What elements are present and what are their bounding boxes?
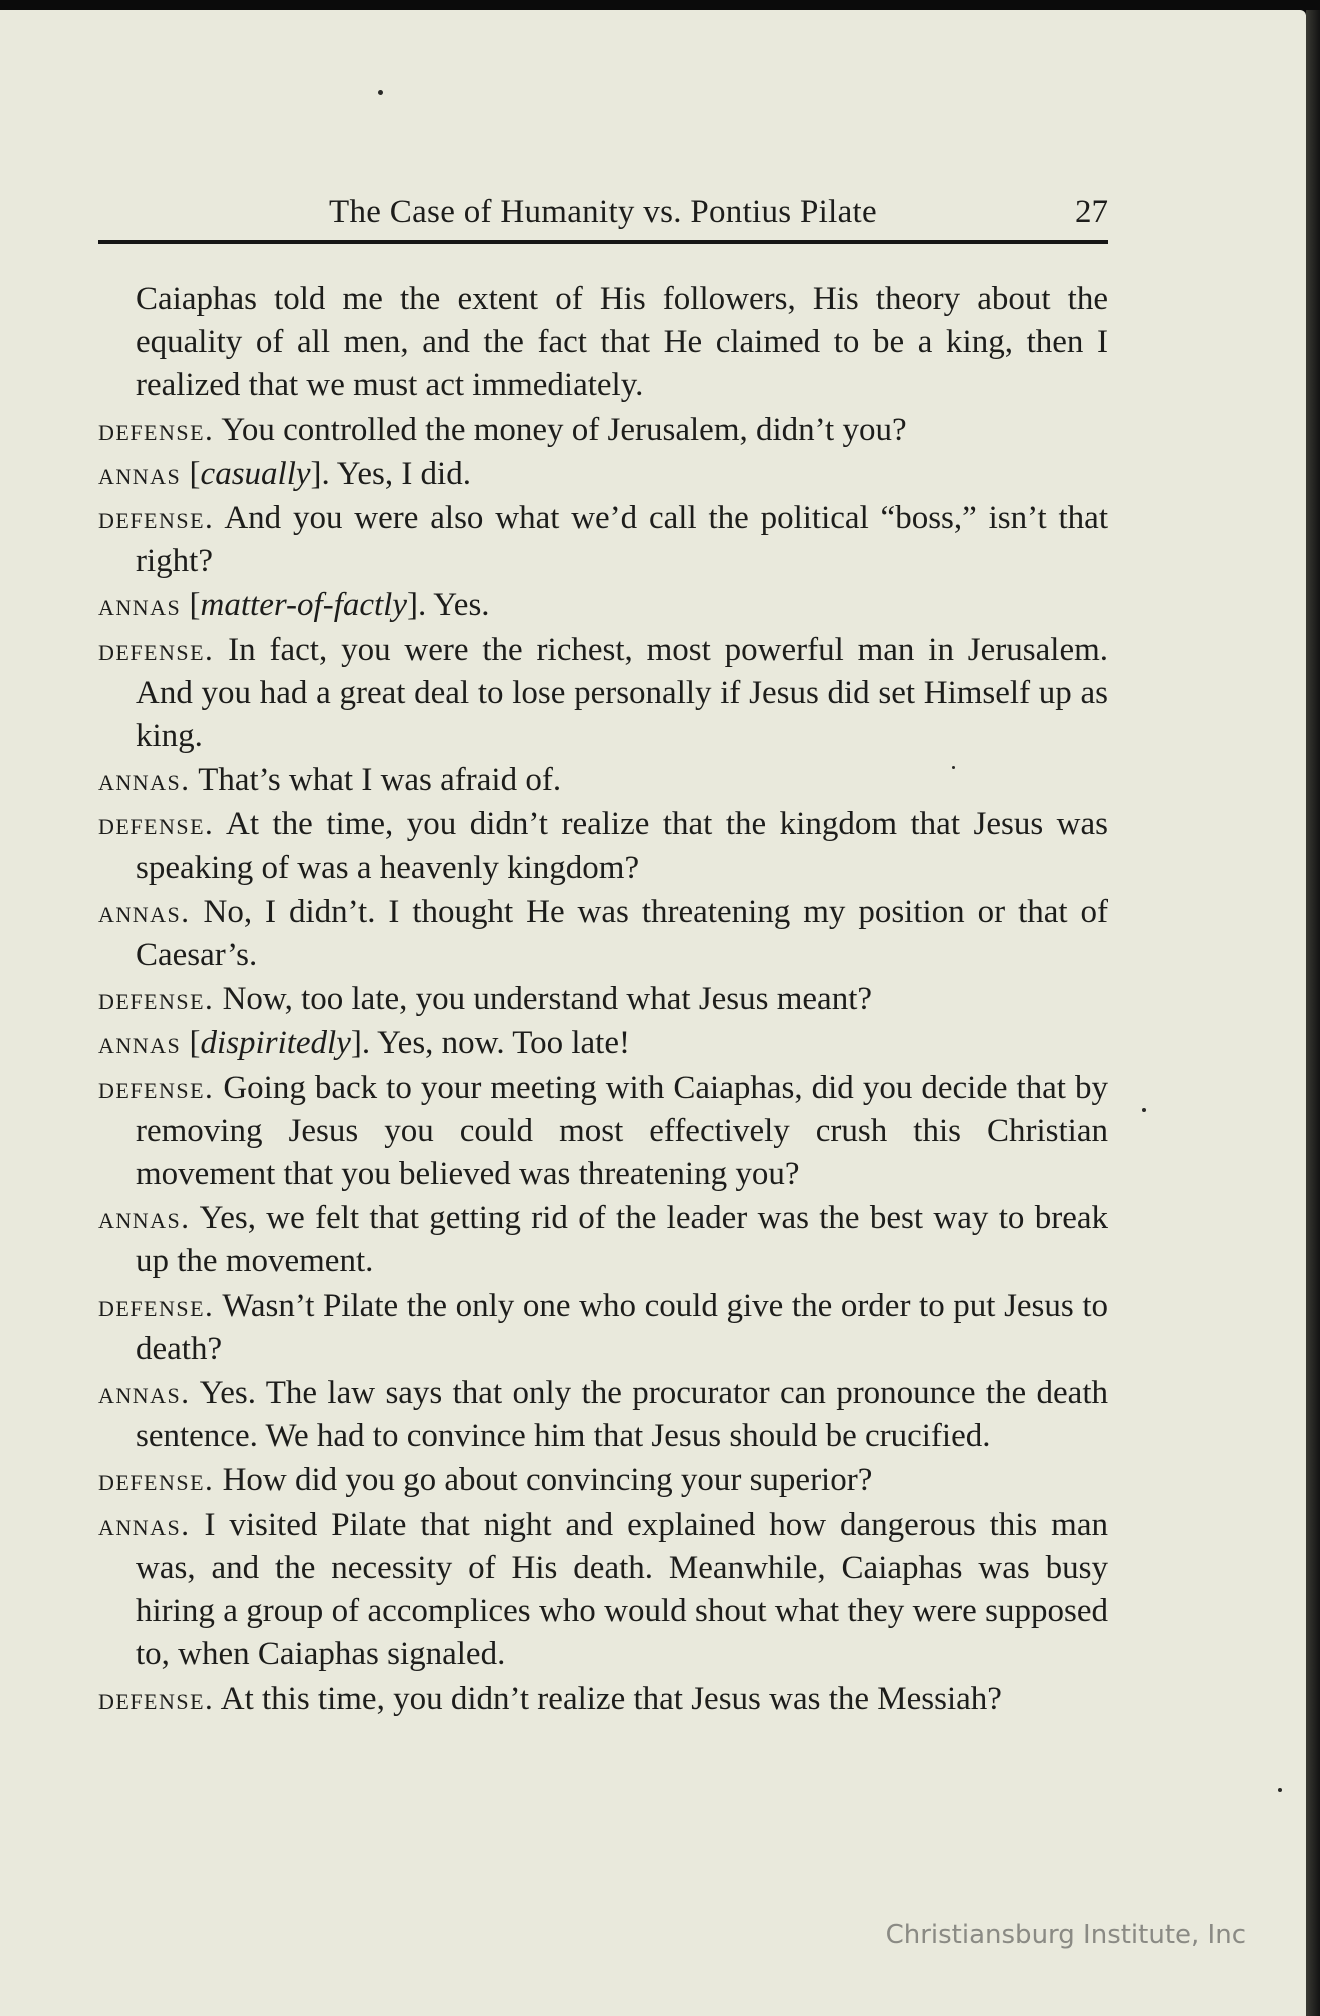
dialogue-text: Now, too late, you understand what Jesus meant?	[222, 981, 873, 1018]
speaker-name: defense.	[98, 806, 215, 842]
speaker-name: annas	[98, 587, 182, 623]
speaker-name: annas.	[98, 893, 191, 929]
dialogue-line	[98, 1066, 1108, 1197]
stage-direction: dispiritedly	[200, 1025, 351, 1062]
paper-speck	[952, 766, 955, 769]
dialogue-line: annas [casually]. Yes, I did.	[98, 455, 471, 492]
dialogue-line	[98, 496, 1108, 583]
dialogue-text: No, I didn’t. I thought He was threatening my position or that of Caesar’s.	[136, 893, 1108, 974]
speaker-name: defense.	[98, 411, 215, 447]
dialogue-line	[98, 1458, 1108, 1502]
dialogue-line	[98, 802, 1108, 889]
speaker-name: defense.	[98, 500, 215, 536]
speaker-name: annas.	[98, 1375, 191, 1411]
paper-speck	[378, 90, 383, 95]
dialogue-line	[98, 890, 1108, 977]
speaker-name: annas	[98, 455, 182, 491]
watermark-text: Christiansburg Institute, Inc	[885, 1920, 1246, 1950]
dialogue-line	[98, 758, 1108, 802]
dialogue-text: You controlled the money of Jerusalem, didn’t you?	[221, 411, 907, 448]
dialogue-text: Yes, now. Too late!	[377, 1025, 630, 1062]
dialogue-line	[98, 977, 1108, 1021]
stage-direction: casually	[200, 455, 311, 492]
running-title: The Case of Humanity vs. Pontius Pilate	[329, 194, 877, 230]
speaker-name: annas.	[98, 1506, 191, 1542]
speaker-name: defense.	[98, 631, 215, 667]
dialogue-text: Yes, I did.	[336, 455, 471, 492]
dialogue-line	[98, 628, 1108, 759]
paper-page	[0, 10, 1306, 2016]
dialogue-text: And you were also what we’d call the political “boss,” isn’t that right?	[136, 500, 1108, 580]
dialogue-text: Yes.	[433, 587, 490, 624]
dialogue-text: Caiaphas told me the extent of His followers, His theory about the equality of all men, and the fact that He claimed to be a king, then I realized that we must act immediately.	[136, 281, 1108, 404]
speaker-name: annas.	[98, 762, 191, 798]
speaker-name: defense.	[98, 1069, 215, 1105]
speaker-name: annas.	[98, 1200, 191, 1236]
dialogue-text: Yes, we felt that getting rid of the leader was the best way to break up the movement.	[136, 1200, 1109, 1280]
page-edge-shadow	[1306, 10, 1320, 2016]
dialogue-line	[98, 1677, 1108, 1721]
speaker-name: defense.	[98, 981, 215, 1017]
dialogue-text: Going back to your meeting with Caiaphas, did you decide that by removing Jesus you could most effectively crush this Christian movement that you believed was threatening you?	[136, 1069, 1108, 1193]
paper-speck	[1142, 1108, 1146, 1112]
speaker-name: defense.	[98, 1462, 215, 1498]
dialogue-text: That’s what I was afraid of.	[198, 762, 562, 799]
paper-speck	[1278, 1788, 1282, 1792]
speaker-name: defense.	[98, 1680, 215, 1716]
page-number: 27	[1075, 194, 1108, 230]
running-header	[98, 190, 1108, 244]
dialogue-line	[98, 1503, 1108, 1677]
dialogue-text: How did you go about convincing your superior?	[222, 1462, 873, 1499]
dialogue-text: I visited Pilate that night and explained how dangerous this man was, and the necessity of His death. Meanwhile, Caiaphas was busy hiring a group of accomplices who would shout what they were supposed to, when Caiaphas signaled.	[136, 1506, 1108, 1673]
speaker-name: annas	[98, 1025, 182, 1061]
dialogue-line	[98, 1371, 1108, 1458]
dialogue-line	[98, 408, 1108, 452]
speaker-name: defense.	[98, 1287, 215, 1323]
dialogue-line: annas [matter-of-factly]. Yes.	[98, 587, 490, 624]
dialogue-body	[98, 278, 1108, 1721]
dialogue-line	[98, 1196, 1108, 1283]
dialogue-text: At this time, you didn’t realize that Jesus was the Messiah?	[220, 1680, 1002, 1717]
dialogue-continuation	[98, 278, 1108, 408]
stage-direction: matter-of-factly	[200, 587, 407, 624]
dialogue-line: annas [dispiritedly]. Yes, now. Too late!	[98, 1025, 630, 1062]
dialogue-line	[98, 1284, 1108, 1371]
dialogue-text: In fact, you were the richest, most powerful man in Jerusalem. And you had a great deal to lose personally if Jesus did set Himself up as king.	[136, 631, 1109, 755]
dialogue-text: Yes. The law says that only the procurator can pronounce the death sentence. We had to convince him that Jesus should be crucified.	[136, 1375, 1108, 1455]
dialogue-text: At the time, you didn’t realize that the kingdom that Jesus was speaking of was a heavenly kingdom?	[136, 806, 1108, 886]
dialogue-text: Wasn’t Pilate the only one who could give the order to put Jesus to death?	[136, 1287, 1109, 1367]
